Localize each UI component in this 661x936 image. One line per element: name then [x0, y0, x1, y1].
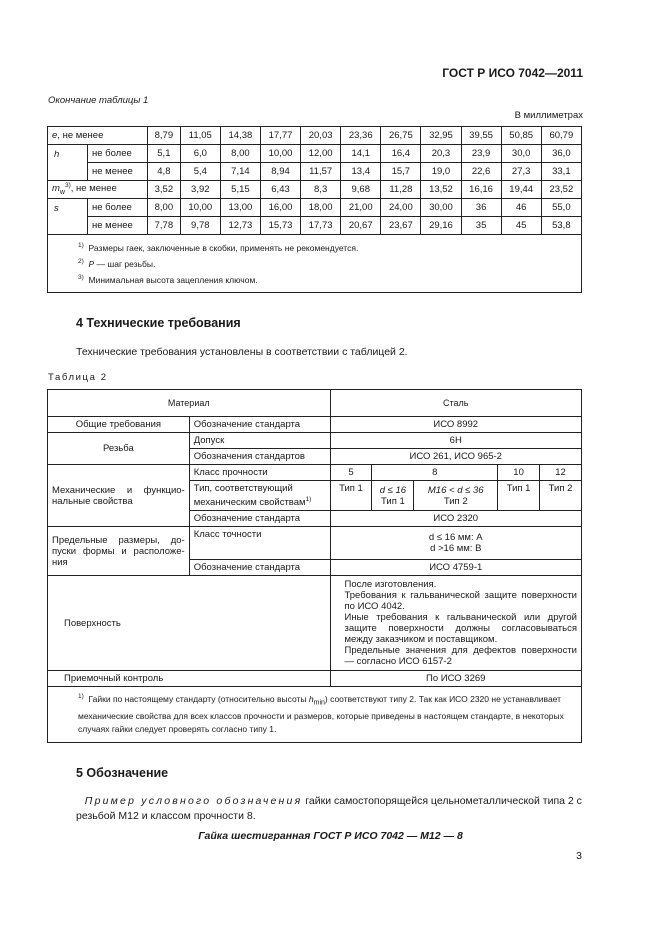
row-label: e, не менее — [48, 127, 148, 145]
table-row: Механические и функцио-нальные свойства Класс прочности 5 8 10 12 — [48, 465, 582, 481]
document-header: ГОСТ Р ИСО 7042—2011 — [442, 66, 583, 80]
section-4-text: Технические требования установлены в соответствии с таблицей 2. — [76, 346, 408, 358]
table-header-row — [48, 390, 582, 417]
note-2: $^{2)}$ P — шаг резьбы. — [78, 257, 156, 269]
section-5-text: Пример условного обозначения гайки самостопорящейся цельнометаллической типа 2 с резьбой М12 и классом прочности 8. — [76, 795, 582, 822]
section-4-heading: 4 Технические требования — [76, 316, 241, 330]
note-1: $^{1)}$ Размеры гаек, заключенные в скобки, применять не рекомендуется. — [78, 242, 359, 253]
dimensions-table — [47, 126, 582, 293]
section-5-heading: 5 Обозначение — [76, 766, 169, 780]
table1-notes — [48, 235, 582, 293]
table2-footnote: $^{1)}$ Гайки по настоящему стандарту (относительно высоты $h_{min}$) соответствуют типу 2. Так как ИСО 2320 не устанавливает механические свойства для всех классов прочности и размеров, которые приведены в настоящем стандарте, в некоторых случаях гайки следует проверять согласно типу 1. — [48, 687, 582, 743]
table-notes-row — [48, 235, 582, 293]
table1-units: В миллиметрах — [514, 110, 583, 121]
table-footnote-row — [48, 687, 582, 743]
note-3: $^{3)}$ Минимальная высота зацепления ключом. — [78, 273, 258, 285]
table-row: $m_w^{3)}$, не менее 3,52 3,92 5,15 6,43 8,3 9,68 11,28 13,52 16,16 19,44 23,52 — [48, 181, 582, 199]
table-row: Предельные размеры, до-пуски формы и расположе-ния Класс точности d ≤ 16 мм: A d >16 мм: B — [48, 527, 582, 560]
designation-example: Гайка шестигранная ГОСТ Р ИСО 7042 — М12 — 8 — [198, 830, 463, 842]
table-row: Тип, соответствующий механическим свойствам$^{1)}$ Тип 1 d ≤ 16 Тип 1 M16 < d ≤ 36 Тип 2 Тип 1 Тип 2 — [48, 481, 582, 511]
table-row: не менее 4,8 5,4 7,14 8,94 11,57 13,4 15,7 19,0 22,6 27,3 33,1 — [48, 163, 582, 181]
row-symbol: s — [48, 199, 88, 235]
table2-caption: Таблица 2 — [48, 372, 108, 383]
table-row: Резьба Допуск 6H — [48, 433, 582, 449]
header-material: Материал — [48, 390, 331, 417]
requirements-table — [47, 389, 582, 743]
page-number: 3 — [576, 850, 582, 862]
row-label: $m_w^{3)}$, не менее — [48, 181, 148, 199]
table-row: s не более 8,00 10,00 13,00 16,00 18,00 21,00 24,00 30,00 36 46 55,0 — [48, 199, 582, 217]
table-row: Обозначение стандарта ИСО 4759-1 — [48, 560, 582, 576]
table1-caption: Окончание таблицы 1 — [48, 95, 149, 106]
table-row: Поверхность После изготовления. Требования к гальванической защите поверхности по ИСО 4042. Иные требования к гальванической или другой защите поверхности должны согласовываться между заказчиком и поставщиком. Предельные значения для дефектов поверхности — согласно ИСО 6157-2 — [48, 576, 582, 671]
header-steel: Сталь — [330, 390, 582, 417]
table-row: Обозначение стандарта ИСО 2320 — [48, 511, 582, 527]
table-row: h не более 5,1 6,0 8,00 10,00 12,00 14,1 16,4 20,3 23,9 30,0 36,0 — [48, 145, 582, 163]
table-row: e, не менее 8,79 11,05 14,38 17,77 20,03 23,36 26,75 32,95 39,55 50,85 60,79 — [48, 127, 582, 145]
row-symbol: h — [48, 145, 88, 181]
table-row: Общие требования Обозначение стандарта ИСО 8992 — [48, 417, 582, 433]
table-row: не менее 7,78 9,78 12,73 15,73 17,73 20,67 23,67 29,16 35 45 53,8 — [48, 217, 582, 235]
table-row: Приемочный контроль По ИСО 3269 — [48, 671, 582, 687]
table-row: Обозначения стандартов ИСО 261, ИСО 965-2 — [48, 449, 582, 465]
